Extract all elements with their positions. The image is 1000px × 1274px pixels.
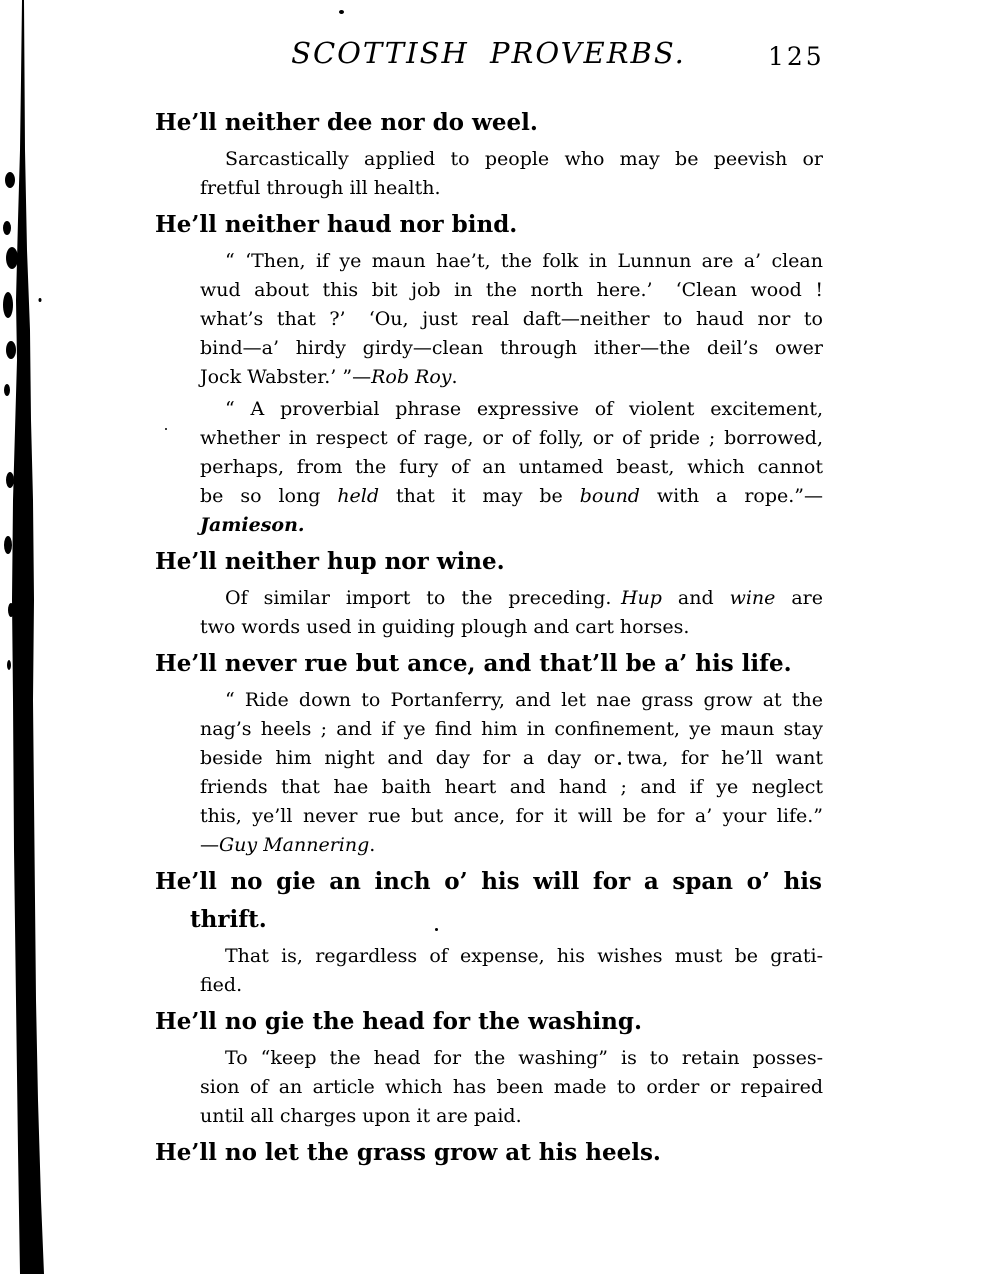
text-segment: fied.	[200, 974, 243, 996]
text-segment: “ Ride down to Portanferry, and let nae grass grow at the	[225, 689, 823, 711]
text-line	[200, 1044, 823, 1073]
text-segment: beside him night and day for a day or twa, for he’ll want	[200, 747, 823, 769]
text-line	[200, 802, 823, 831]
text-segment: “ A proverbial phrase expressive of violent excitement,	[225, 398, 823, 420]
text-segment: two words used in guiding plough and cart horses.	[200, 616, 690, 638]
proverb-heading: He’ll neither dee nor do weel.	[155, 109, 538, 136]
text-line	[200, 971, 823, 1000]
text-segment: Sarcastically applied to people who may be peevish or	[225, 148, 823, 170]
proverb-entry	[0, 206, 1000, 540]
text-line	[200, 395, 823, 424]
cited-work: bound	[579, 485, 640, 507]
proverb-note	[200, 395, 823, 540]
proverb-heading: He’ll neither haud nor bind.	[155, 211, 518, 238]
proverb-entry	[0, 104, 1000, 203]
text-segment: To “keep the head for the washing” is to retain posses-	[225, 1047, 823, 1069]
text-segment: wud about this bit job in the north here.’ ‘Clean wood !	[200, 279, 823, 301]
text-segment: Of similar import to the preceding.	[225, 587, 621, 609]
text-segment: this, ye’ll never rue but ance, for it will be for a’ your life.”	[200, 805, 823, 827]
cited-work: wine	[729, 587, 776, 609]
proverb-heading: He’ll never rue but ance, and that’ll be a’ his life.	[155, 650, 792, 677]
text-segment: nag’s heels ; and if ye find him in confinement, ye maun stay	[200, 718, 823, 740]
text-segment: —	[200, 834, 219, 856]
text-line	[200, 305, 823, 334]
proverb-note	[200, 247, 823, 392]
text-line	[200, 174, 823, 203]
cited-work: Guy Mannering	[219, 834, 370, 856]
text-line	[200, 363, 823, 392]
text-line	[200, 831, 823, 860]
proverb-note	[200, 584, 823, 642]
text-segment: are	[775, 587, 823, 609]
proverb-note	[200, 145, 823, 203]
text-line	[200, 715, 823, 744]
text-segment: Jock Wabster.’ ”—	[200, 366, 372, 388]
cited-work: Jamieson.	[200, 514, 305, 536]
text-segment: “ ‘Then, if ye maun hae’t, the folk in Lunnun are a’ clean	[225, 250, 823, 272]
text-line	[200, 686, 823, 715]
text-segment: fretful through ill health.	[200, 177, 441, 199]
cited-work: held	[337, 485, 380, 507]
text-segment: whether in respect of rage, or of folly, or of pride ; borrowed,	[200, 427, 823, 449]
proverb-heading: He’ll no let the grass grow at his heels.	[155, 1139, 661, 1166]
proverb-heading: He’ll neither hup nor wine.	[155, 548, 505, 575]
text-line	[200, 145, 823, 174]
text-segment: bind—a’ hirdy girdy—clean through ither—the deil’s ower	[200, 337, 823, 359]
text-segment: with a rope.”—	[639, 485, 823, 507]
proverb-note	[200, 686, 823, 860]
proverb-entry	[0, 1003, 1000, 1131]
text-line	[200, 247, 823, 276]
text-segment: what’s that ?’ ‘Ou, just real daft—neither to haud nor to	[200, 308, 823, 330]
text-segment: .	[451, 366, 458, 388]
text-segment: .	[369, 834, 376, 856]
page-number: 125	[768, 42, 825, 71]
text-line	[200, 942, 823, 971]
text-line	[200, 584, 823, 613]
proverb-heading: He’ll no gie the head for the washing.	[155, 1008, 642, 1035]
text-line	[200, 1073, 823, 1102]
text-line	[200, 744, 823, 773]
text-line	[200, 511, 823, 540]
text-line	[200, 773, 823, 802]
proverb-heading: thrift.	[190, 906, 267, 933]
text-line	[200, 1102, 823, 1131]
proverb-entry	[0, 863, 1000, 1000]
text-line	[200, 334, 823, 363]
page-title: SCOTTISH PROVERBS.	[291, 36, 686, 70]
proverb-entry	[0, 543, 1000, 642]
text-segment: perhaps, from the fury of an untamed beast, which cannot	[200, 456, 823, 478]
text-segment: and	[661, 587, 730, 609]
proverb-entry	[0, 1134, 1000, 1172]
text-segment: sion of an article which has been made to order or repaired	[200, 1076, 823, 1098]
cited-work: Hup	[620, 587, 662, 609]
text-line	[200, 276, 823, 305]
proverb-entry	[0, 645, 1000, 860]
proverb-note	[200, 1044, 823, 1131]
ink-speck	[339, 10, 344, 14]
text-line	[200, 424, 823, 453]
text-segment: friends that hae baith heart and hand ; and if ye neglect	[200, 776, 823, 798]
text-line	[200, 453, 823, 482]
proverb-entries	[0, 104, 1000, 1173]
cited-work: Rob Roy	[371, 366, 452, 388]
text-segment: that it may be	[379, 485, 580, 507]
text-line	[200, 482, 823, 511]
text-line	[200, 613, 823, 642]
proverb-heading: He’ll no gie an inch o’ his will for a span o’ his	[155, 868, 822, 895]
text-segment: until all charges upon it are paid.	[200, 1105, 522, 1127]
proverb-note	[200, 942, 823, 1000]
text-segment: be so long	[200, 485, 338, 507]
text-segment: That is, regardless of expense, his wishes must be grati-	[225, 945, 823, 967]
